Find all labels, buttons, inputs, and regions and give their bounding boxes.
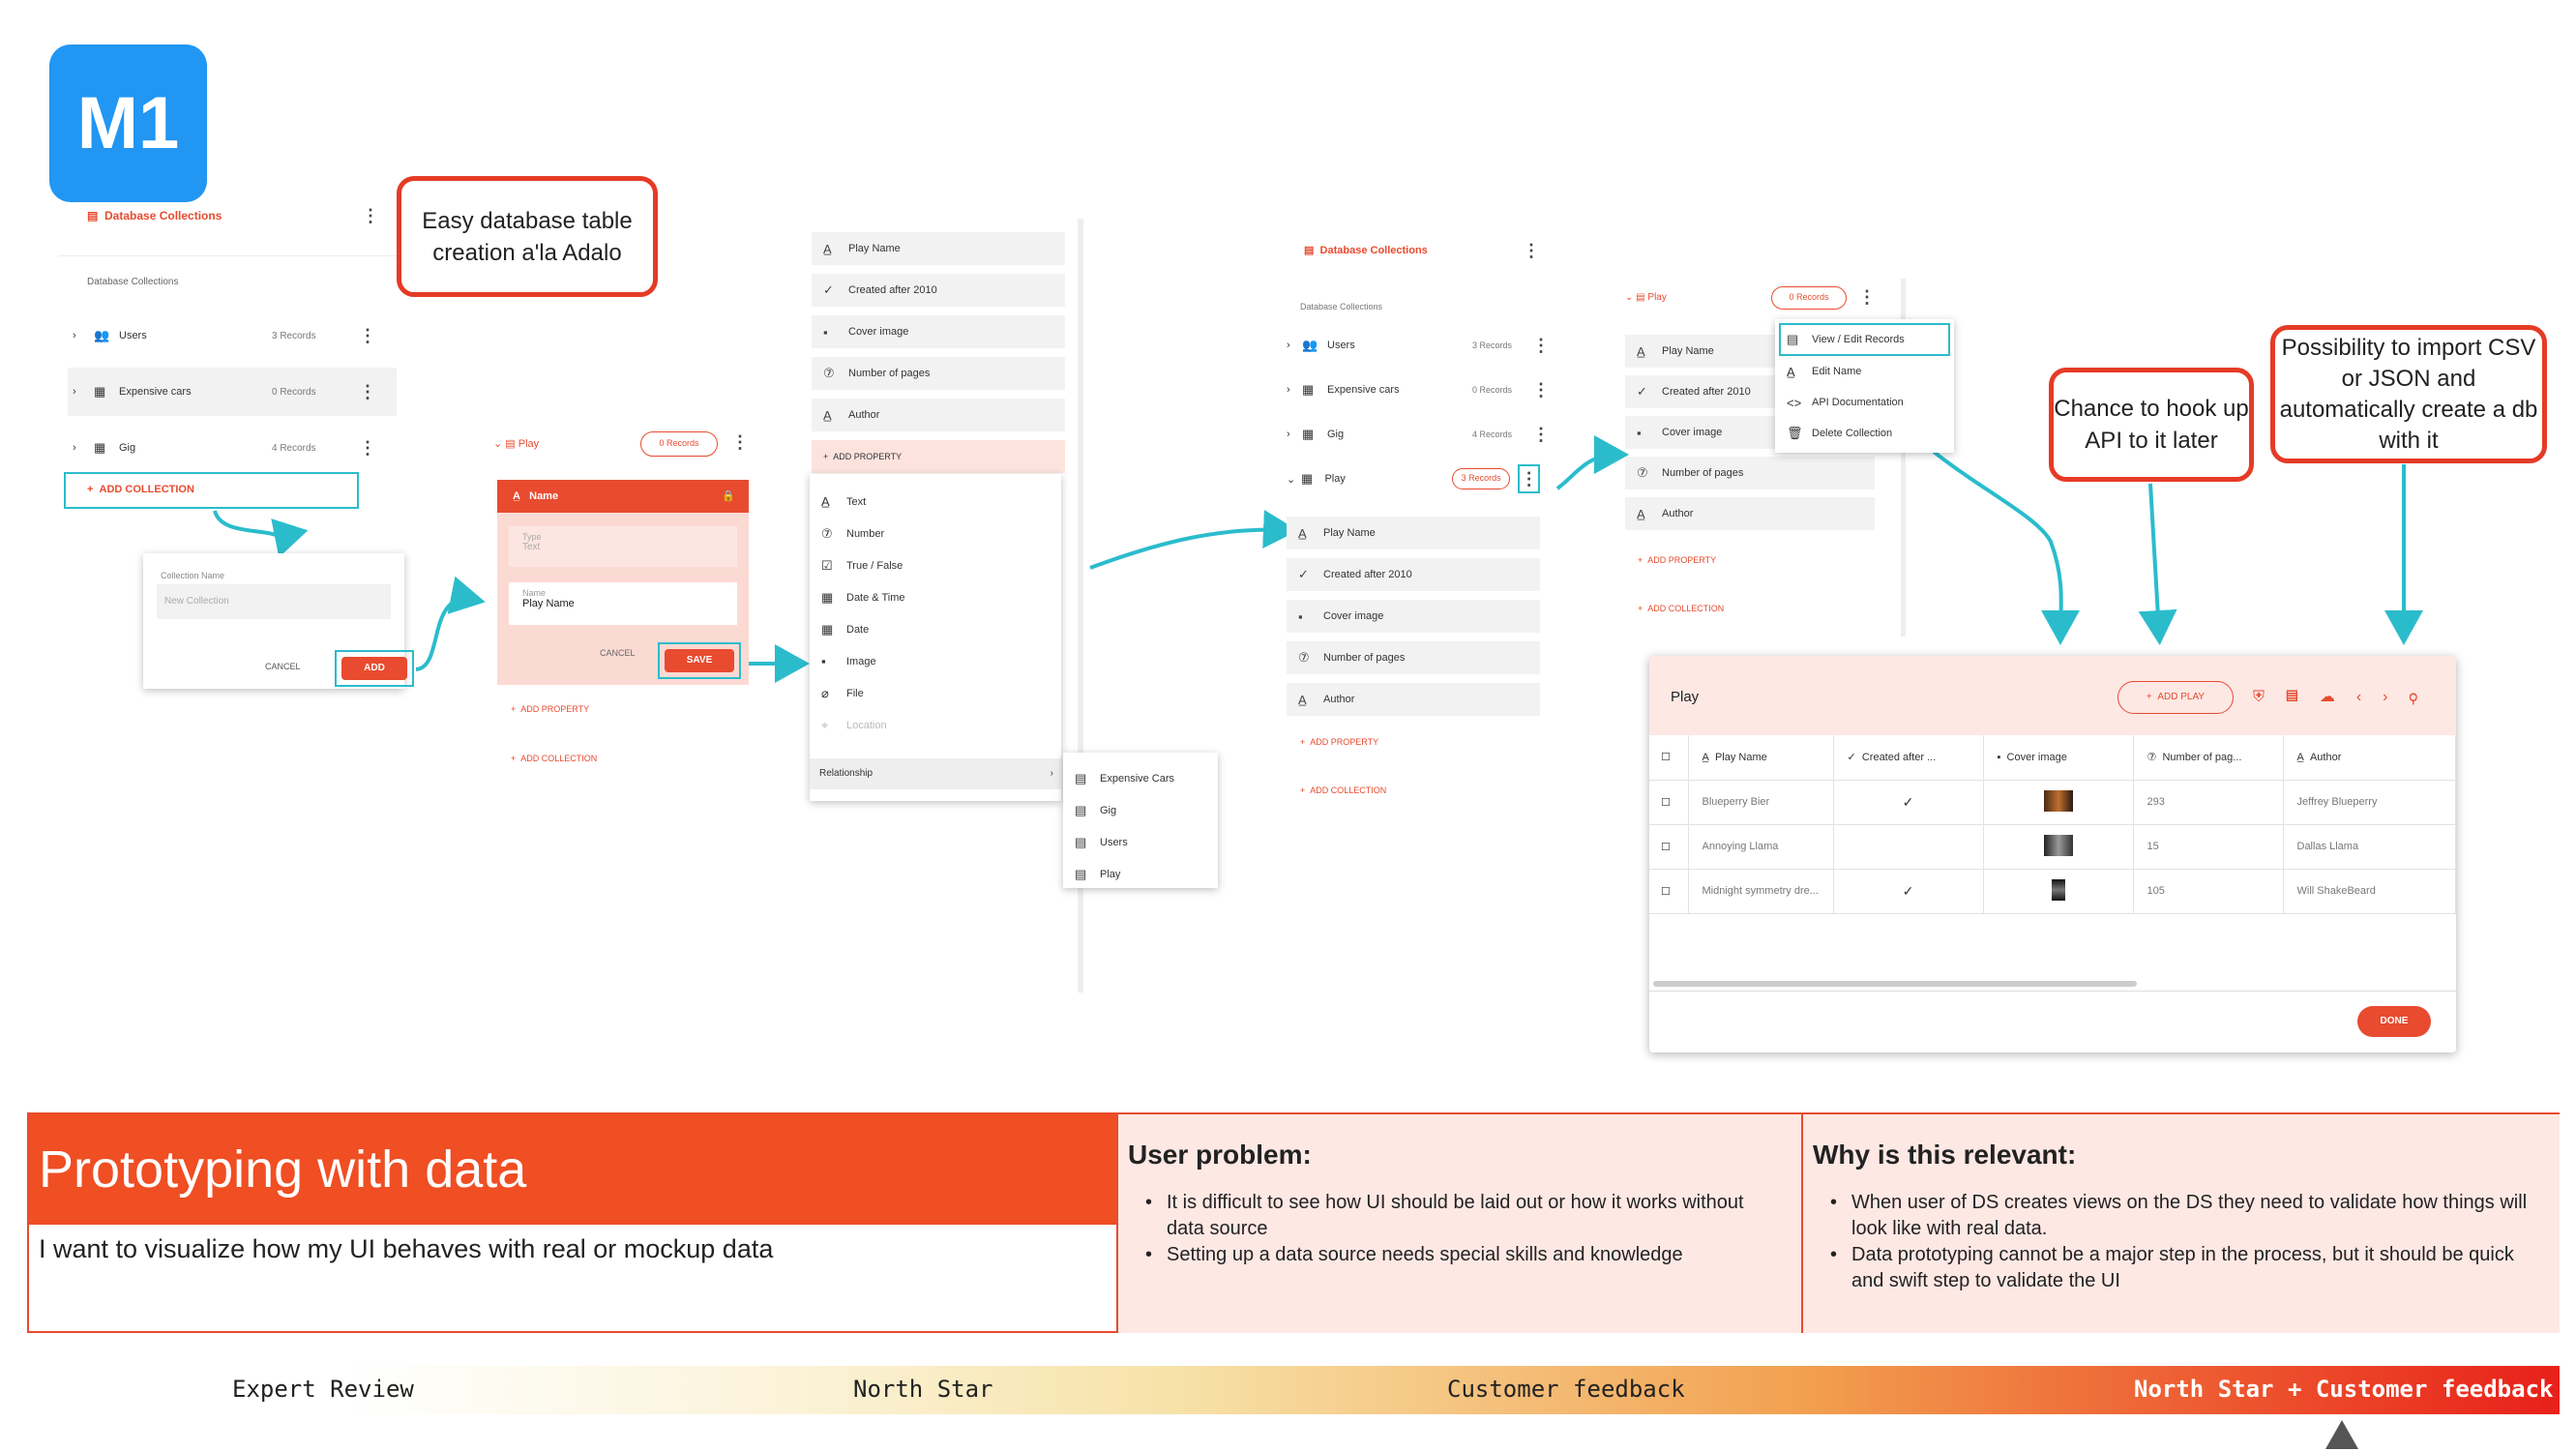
collection-name-label: Collection Name	[161, 571, 225, 580]
callout-easy-table: Easy database table creation a'la Adalo	[397, 176, 658, 297]
save-button-highlight	[658, 642, 741, 679]
property-list	[812, 232, 1065, 473]
collection-row[interactable]: › 👥 Users 3 Records ⋮	[1287, 336, 1550, 355]
collection-row-selected[interactable]: ⌄ ▦ Play 3 Records ⋮	[1287, 457, 1540, 501]
cell-created	[1833, 824, 1983, 869]
cancel-button[interactable]: CANCEL	[265, 662, 301, 671]
property-item[interactable]: A̲ Author	[1287, 683, 1540, 716]
name-input[interactable]: Name Play Name	[509, 582, 737, 625]
scale-label-combined: North Star + Customer feedback	[2134, 1376, 2554, 1403]
records-table	[1649, 735, 2456, 914]
submenu-item[interactable]: ▤ Users	[1075, 834, 1128, 849]
panel-header: ▤ Database Collections	[87, 209, 222, 222]
select-all-checkbox[interactable]: ☐	[1649, 735, 1688, 780]
scale-pointer-icon	[2325, 1420, 2358, 1449]
add-collection-button[interactable]: + ADD COLLECTION	[1638, 604, 1725, 613]
table-icon: ▦	[1302, 427, 1315, 441]
cell-created: ✓	[1833, 780, 1983, 824]
row-checkbox[interactable]: ☐	[1649, 780, 1688, 824]
column-header[interactable]: ✓ Created after ...	[1833, 735, 1983, 780]
records-modal	[1649, 656, 2456, 1052]
cell-cover	[1983, 824, 2133, 869]
api-documentation-item[interactable]: <> API Documentation	[1787, 395, 1904, 410]
table-icon: ▤	[1075, 866, 1087, 881]
submenu-item[interactable]: ▤ Expensive Cars	[1075, 770, 1175, 785]
trash-icon: 🗑	[1787, 426, 1803, 440]
info-panel	[27, 1112, 2560, 1333]
users-icon: 👥	[1302, 338, 1318, 352]
chevron-right-icon: ›	[73, 330, 76, 341]
type-option[interactable]: ▦ Date & Time	[821, 589, 905, 605]
collection-row[interactable]: › ▦ Gig 4 Records ⋮	[1287, 425, 1550, 444]
add-button-highlight	[335, 650, 414, 687]
relevance-section	[1801, 1114, 2560, 1333]
type-option[interactable]: ⌀ File	[821, 685, 864, 700]
kebab-icon[interactable]: ⋮	[359, 382, 376, 401]
cell-cover	[1983, 869, 2133, 913]
property-item[interactable]: A̲ Play Name	[1625, 335, 1875, 368]
relationship-item[interactable]: Relationship ›	[810, 758, 1061, 789]
add-collection-button[interactable]: + ADD COLLECTION	[511, 754, 598, 763]
panel-header: ▤ Database Collections	[1304, 245, 1428, 256]
column-header[interactable]: ▪ Cover image	[1983, 735, 2133, 780]
add-collection-button[interactable]: + ADD COLLECTION	[1300, 785, 1387, 795]
collection-row-expensive-cars[interactable]: › ▦ Expensive cars 0 Records ⋮	[68, 368, 397, 416]
callout-import: Possibility to import CSV or JSON and automatically create a db with it	[2270, 325, 2547, 463]
records-pill[interactable]: 0 Records	[640, 431, 718, 457]
cell-cover	[1983, 780, 2133, 824]
add-property-button[interactable]: + ADD PROPERTY	[812, 440, 1065, 473]
collection-list	[1287, 323, 1550, 501]
add-play-button[interactable]: + ADD PLAY	[2117, 681, 2234, 714]
row-checkbox[interactable]: ☐	[1649, 869, 1688, 913]
document-icon: ▤	[1787, 332, 1799, 346]
property-item[interactable]: A̲ Play Name	[1287, 517, 1540, 549]
database-icon: ▤	[87, 209, 99, 222]
relationship-submenu	[1063, 753, 1218, 888]
scale-label-customer-feedback: Customer feedback	[1447, 1376, 1685, 1403]
list-item: • Setting up a data source needs special skills and knowledge	[1145, 1242, 1784, 1268]
toolbar-icons	[2253, 687, 2446, 706]
type-dropdown	[810, 474, 1061, 801]
kebab-icon[interactable]: ⋮	[1523, 241, 1540, 260]
cell-name: Midnight symmetry dre...	[1688, 869, 1833, 913]
users-icon: 👥	[94, 328, 110, 342]
code-icon: <>	[1787, 395, 1802, 410]
info-title: Prototyping with data	[29, 1114, 1116, 1225]
table-header-row	[1649, 735, 2456, 780]
column-header[interactable]: A̲ Play Name	[1688, 735, 1833, 780]
panel-db-collections	[58, 193, 397, 726]
done-button[interactable]: DONE	[2357, 1006, 2431, 1037]
cancel-button[interactable]: CANCEL	[600, 648, 636, 658]
property-item[interactable]: ⑦ Number of pages	[1625, 457, 1875, 489]
records-pill[interactable]: 0 Records	[1771, 286, 1847, 310]
list-item: • It is difficult to see how UI should be laid out or how it works without data source	[1145, 1190, 1784, 1242]
collection-row-users[interactable]: › 👥 Users 3 Records ⋮	[73, 326, 376, 345]
user-problem-heading: User problem:	[1128, 1140, 1312, 1170]
m1-badge: M1	[49, 44, 207, 202]
modal-title: Play	[1671, 689, 1700, 705]
cover-thumbnail	[2044, 790, 2073, 812]
column-header[interactable]: A̲ Author	[2283, 735, 2456, 780]
type-option-disabled: ⌖ Location	[821, 717, 887, 732]
collection-list	[68, 311, 397, 472]
table-icon: ▤	[1075, 834, 1087, 849]
property-item[interactable]: ✓ Created after 2010	[812, 274, 1065, 307]
cover-thumbnail	[2052, 879, 2065, 901]
property-item[interactable]: ▪ Cover image	[812, 315, 1065, 348]
code-icon[interactable]: ‹›	[2355, 689, 2410, 705]
cell-pages: 293	[2133, 780, 2283, 824]
info-description: I want to visualize how my UI behaves with real or mockup data	[39, 1234, 774, 1263]
file-icon[interactable]: ▤	[2286, 689, 2320, 705]
kebab-icon[interactable]: ⋮	[362, 206, 379, 225]
type-option[interactable]: A̲ Text	[821, 494, 867, 509]
scale-label-expert-review: Expert Review	[232, 1376, 414, 1403]
table-icon: ▤	[505, 438, 516, 450]
property-item[interactable]: A̲ Play Name	[812, 232, 1065, 265]
maturity-scale	[39, 1366, 2560, 1414]
panel-new-property	[484, 422, 764, 789]
user-problem-list	[1145, 1190, 1784, 1268]
property-item[interactable]: ⑦ Number of pages	[1287, 641, 1540, 674]
property-item[interactable]: ⑦ Number of pages	[812, 357, 1065, 390]
cell-author: Jeffrey Blueperry	[2283, 780, 2456, 824]
chevron-right-icon: ›	[1050, 768, 1053, 779]
kebab-icon[interactable]: ⋮	[731, 432, 749, 452]
collection-title: ⌄ ▤ Play	[1625, 292, 1667, 303]
cell-author: Dallas Llama	[2283, 824, 2456, 869]
shield-icon[interactable]: ⛨	[2253, 689, 2287, 705]
type-option[interactable]: ▪ Image	[821, 654, 876, 668]
chevron-right-icon: ›	[73, 386, 76, 398]
modal-header	[1649, 656, 2456, 735]
save-button[interactable]: SAVE	[665, 649, 734, 672]
table-icon: ▦	[1302, 382, 1315, 397]
horizontal-scrollbar[interactable]	[1653, 981, 2137, 987]
panel-db-collections-2	[1287, 232, 1548, 813]
collection-row[interactable]: › ▦ Expensive cars 0 Records ⋮	[1287, 380, 1550, 400]
cell-name: Blueperry Bier	[1688, 780, 1833, 824]
database-icon: ▤	[1304, 245, 1315, 256]
panel-property-types	[808, 232, 1224, 909]
field-header: A̲ Name 🔒	[497, 480, 749, 513]
property-item[interactable]: A̲ Author	[812, 399, 1065, 431]
table-row[interactable]	[1649, 780, 2456, 824]
type-option[interactable]: ⑦ Number	[821, 525, 885, 541]
cell-created: ✓	[1833, 869, 1983, 913]
add-property-button[interactable]: + ADD PROPERTY	[511, 704, 590, 714]
add-property-button[interactable]: + ADD PROPERTY	[1300, 737, 1379, 747]
collection-name-input[interactable]: New Collection	[157, 584, 391, 619]
collection-row-gig[interactable]: › ▦ Gig 4 Records ⋮	[73, 438, 376, 458]
add-button[interactable]: ADD	[341, 657, 407, 680]
table-icon: ▦	[1301, 471, 1314, 486]
type-select[interactable]: Type Text	[509, 526, 737, 567]
scale-label-north-star: North Star	[853, 1376, 993, 1403]
panel-collection-menu	[1620, 279, 1969, 646]
table-row[interactable]	[1649, 869, 2456, 913]
cell-name: Annoying Llama	[1688, 824, 1833, 869]
type-option[interactable]: ▦ Date	[821, 621, 870, 637]
add-property-button[interactable]: + ADD PROPERTY	[1638, 555, 1717, 565]
property-item[interactable]: ✓ Created after 2010	[1625, 375, 1875, 408]
collection-context-menu	[1775, 319, 1954, 453]
table-icon: ▤	[1075, 802, 1087, 817]
cell-pages: 15	[2133, 824, 2283, 869]
kebab-icon[interactable]: ⋮	[359, 326, 376, 345]
table-icon: ▤	[1075, 770, 1087, 785]
table-icon: ▦	[94, 440, 106, 455]
submenu-item[interactable]: ▤ Gig	[1075, 802, 1117, 817]
type-option[interactable]: ☑ True / False	[821, 557, 903, 573]
list-item: • Data prototyping cannot be a major step in the process, but it should be quick and swift step to validate the UI	[1830, 1242, 2546, 1294]
property-list	[1287, 517, 1540, 725]
search-icon[interactable]: ⚲	[2409, 689, 2440, 705]
add-collection-button[interactable]: + ADD COLLECTION	[64, 472, 359, 509]
property-item[interactable]: ▪ Cover image	[1287, 600, 1540, 633]
relevance-list	[1830, 1190, 2546, 1294]
table-row[interactable]	[1649, 824, 2456, 869]
property-item[interactable]: A̲ Author	[1625, 497, 1875, 530]
callout-api: Chance to hook up API to it later	[2049, 368, 2254, 482]
edit-name-item[interactable]: A̲ Edit Name	[1787, 364, 1862, 379]
column-header[interactable]: ⑦ Number of pag...	[2133, 735, 2283, 780]
cell-pages: 105	[2133, 869, 2283, 913]
text-icon: A̲	[1787, 364, 1795, 379]
delete-collection-item[interactable]: 🗑 Delete Collection	[1787, 426, 1893, 440]
section-label: Database Collections	[87, 277, 179, 287]
row-checkbox[interactable]: ☐	[1649, 824, 1688, 869]
property-item[interactable]: ✓ Created after 2010	[1287, 558, 1540, 591]
collection-title: ⌄ ▤ Play	[493, 438, 540, 450]
cover-thumbnail	[2044, 835, 2073, 856]
property-item[interactable]: ▪ Cover image	[1625, 416, 1875, 449]
relevance-heading: Why is this relevant:	[1813, 1140, 2077, 1170]
user-problem-section	[1116, 1114, 1801, 1333]
submenu-item[interactable]: ▤ Play	[1075, 866, 1121, 881]
kebab-icon[interactable]: ⋮	[359, 438, 376, 458]
list-item: • When user of DS creates views on the DS they need to validate how things will look like with real data.	[1830, 1190, 2546, 1242]
lock-icon: 🔒	[722, 490, 735, 502]
section-label: Database Collections	[1300, 302, 1383, 311]
cloud-upload-icon[interactable]: ☁	[2319, 689, 2356, 705]
cell-author: Will ShakeBeard	[2283, 869, 2456, 913]
table-icon: ▦	[94, 384, 106, 399]
kebab-icon[interactable]: ⋮	[1858, 287, 1876, 307]
view-edit-records-item[interactable]: ▤ View / Edit Records	[1779, 323, 1950, 356]
chevron-right-icon: ›	[73, 442, 76, 454]
